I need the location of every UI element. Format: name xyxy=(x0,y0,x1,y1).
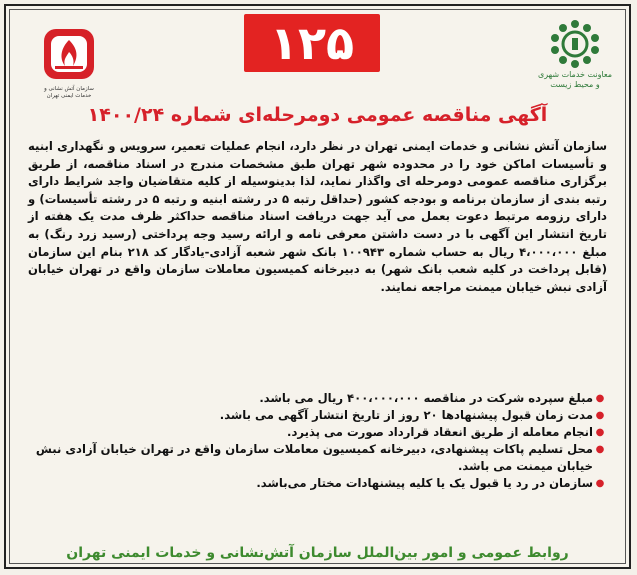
list-item xyxy=(28,407,607,424)
tehran-municipality-logo xyxy=(535,18,615,90)
bullet-text: انجام معامله از طریق انعقاد قرارداد صورت می پذیرد. xyxy=(287,425,593,439)
bullet-dot-icon: ● xyxy=(595,427,605,438)
municipality-caption: معاونت خدمات شهری و محیط زیست xyxy=(537,70,613,89)
notice-footer: روابط عمومی و امور بین‌الملل سازمان آتش‌نشانی و خدمات ایمنی تهران xyxy=(66,545,569,561)
bullet-dot-icon: ● xyxy=(595,393,605,404)
notice-header xyxy=(6,6,629,108)
notice-bullets xyxy=(28,390,607,492)
notice-frame xyxy=(4,4,631,569)
notice-lead: سازمان آتش نشانی و خدمات ایمنی تهران xyxy=(364,139,607,153)
bullet-dot-icon: ● xyxy=(595,410,605,421)
list-item xyxy=(28,424,607,441)
bullet-text: محل تسلیم پاکات پیشنهادی، دبیرخانه کمیسیون معاملات سازمان واقع در تهران خیابان آزادی نبش خیابان میمنت می باشد. xyxy=(35,442,593,473)
notice-title: آگهی مناقصه عمومی دومرحله‌ای شماره ۱۴۰۰/۲۴ xyxy=(87,104,548,126)
bullet-dot-icon: ● xyxy=(595,478,605,489)
notice-body-text: در نظر دارد، انجام عملیات تعمیر، سرویس و نگهداری ابنیه و تأسیسات اماکن خود را در محدوده شهر تهران طبق مشخصات مندرج در اسناد مناقصه، از طریق برگزاری مناقصه عمومی دومرحله ای واگذار نماید، لذا بدینوسیله از کلیه متقاضیان واجد شرایط دارای رتبه بندی از سازمان برنامه و بودجه کشور (حداقل رتبه ۵ در رشته ابنیه و رتبه ۵ در رشته تأسیسات) و دارای رزومه مرتبط دعوت بعمل می آید جهت دریافت اسناد مناقصه حداکثر ظرف مدت یک هفته از تاریخ انتشار این آگهی با در دست داشتن معرفی نامه و ارائه رسید وجه پرداختی (رسید زرد رنگ) به مبلغ ۴،۰۰۰،۰۰۰ ریال به حساب شماره ۱۰۰۹۴۳ بانک شهر شعبه آزادی-یادگار کد ۲۱۸ بنام این سازمان (قابل پرداخت در کلیه شعب بانک شهر) به دبیرخانه کمیسیون معاملات سازمان واقع در تهران خیابان آزادی نبش خیابان میمنت مراجعه نمایند. xyxy=(28,139,607,294)
bullet-dot-icon: ● xyxy=(595,444,605,455)
fire-department-caption: سازمان آتش نشانی و خدمات ایمنی تهران xyxy=(44,86,94,99)
notice-body xyxy=(28,138,607,296)
list-item xyxy=(28,441,607,475)
bullet-text: سازمان در رد یا قبول یک یا کلیه پیشنهادات مختار می‌باشد. xyxy=(256,476,593,490)
issue-number-badge: ۱۲۵ xyxy=(244,14,380,72)
bullet-text: مدت زمان قبول پیشنهادها ۲۰ روز از تاریخ انتشار آگهی می باشد. xyxy=(219,408,593,422)
tehran-municipality-emblem-icon xyxy=(545,18,605,70)
bullet-text: مبلغ سپرده شرکت در مناقصه ۴۰۰،۰۰۰،۰۰۰ ریال می باشد. xyxy=(259,391,593,405)
list-item xyxy=(28,390,607,407)
list-item xyxy=(28,475,607,492)
fire-department-logo xyxy=(36,26,102,100)
fire-department-emblem-icon xyxy=(41,26,97,82)
